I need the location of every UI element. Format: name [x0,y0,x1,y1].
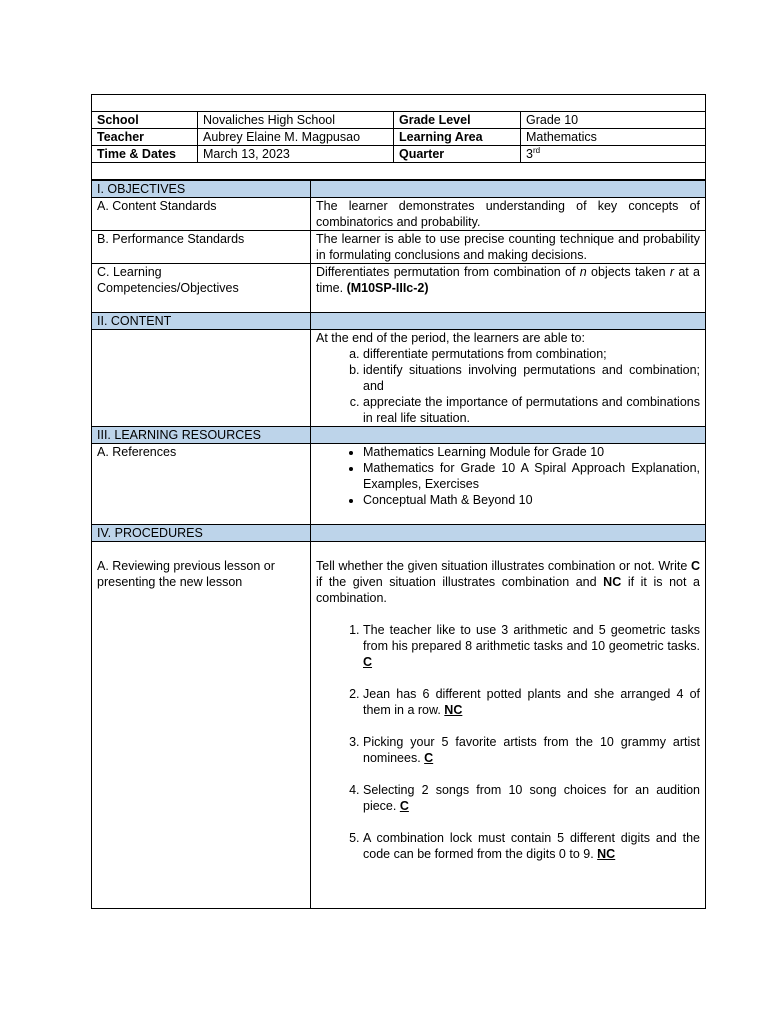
content-body [311,330,706,427]
list-item [363,830,700,862]
time-dates-label: Time & Dates [92,146,198,163]
list-item: a. differentiate permutations from combination; [363,346,700,362]
teacher-value: Aubrey Elaine M. Magpusao [198,129,394,146]
competencies-label-line1: C. Learning [97,265,162,279]
performance-standards-label: B. Performance Standards [92,231,311,264]
school-label: School [92,112,198,129]
time-row [92,146,706,163]
references-body [311,444,706,525]
performance-standards-text: The learner is able to use precise counting technique and probability in formulating conclusions and making decisions. [311,231,706,264]
list-item: c. appreciate the importance of permutations and combinations in real life situation. [363,394,700,426]
content-title: II. CONTENT [92,313,311,330]
header-bottom-spacer [92,163,706,180]
list-item [363,782,700,814]
references-row [92,444,706,525]
time-dates-value: March 13, 2023 [198,146,394,163]
grade-level-value: Grade 10 [521,112,706,129]
quarter-suffix: rd [532,145,541,155]
review-label: A. Reviewing previous lesson or presenting the new lesson [92,542,311,909]
situation-answer: C [424,751,434,765]
lesson-plan-page [91,94,705,909]
school-row [92,112,706,129]
competency-r: r [669,265,675,279]
list-item [363,622,700,670]
content-row [92,330,706,427]
competency-n: n [579,265,587,279]
competency-code: (M10SP-IIIc-2) [346,281,429,295]
situation-answer: C [363,655,373,669]
situation-text: A combination lock must contain 5 different digits and the code can be formed from the digits 0 to 9. [363,831,700,861]
competency-text-part: at a time. [316,265,701,295]
list-item: • Conceptual Math & Beyond 10 [363,492,700,508]
instr-c: C [690,559,700,573]
learning-area-label: Learning Area [394,129,521,146]
quarter-number: 3 [526,147,533,161]
content-intro: At the end of the period, the learners are able to: [316,331,585,345]
content-standards-text: The learner demonstrates understanding of key concepts of combinatorics and probability. [311,198,706,231]
list-item: • Mathematics for Grade 10 A Spiral Approach Explanation, Examples, Exercises [363,460,700,492]
learning-area-value: Mathematics [521,129,706,146]
header-top-spacer [92,95,706,112]
competencies-row [92,264,706,313]
situation-text: Picking your 5 favorite artists from the 10 grammy artist nominees. [363,735,700,765]
instr-text: Tell whether the given situation illustrates combination or not. Write [316,559,691,573]
objectives-header [92,181,706,198]
situation-text: Jean has 6 different potted plants and she arranged 4 of them in a row. [363,687,700,717]
performance-standards-row [92,231,706,264]
instr-text: if it is not a combination. [316,575,700,605]
procedures-title: IV. PROCEDURES [92,525,311,542]
competencies-label [92,264,311,313]
list-item: • Mathematics Learning Module for Grade 10 [363,444,700,460]
list-item: b. identify situations involving permutations and combination; and [363,362,700,394]
objectives-title: I. OBJECTIVES [92,181,311,198]
content-standards-row [92,198,706,231]
procedures-header [92,525,706,542]
instr-nc: NC [603,575,622,589]
situation-text: The teacher like to use 3 arithmetic and 5 geometric tasks from his prepared 8 arithmetic tasks and 10 geometric tasks. [363,623,700,653]
situation-answer: C [399,799,409,813]
list-item [363,734,700,766]
situation-answer: NC [597,847,616,861]
review-row [92,542,706,909]
competency-text-part: Differentiates permutation from combination of [316,265,580,279]
competency-text-part: objects taken [586,265,670,279]
references-list [316,444,700,508]
quarter-label: Quarter [394,146,521,163]
instr-text: if the given situation illustrates combination and [316,575,604,589]
list-item [363,686,700,718]
content-table [91,180,706,909]
situations-list [316,622,700,862]
content-standards-label: A. Content Standards [92,198,311,231]
content-list [316,346,700,426]
quarter-value [521,146,706,163]
review-body [311,542,706,909]
competencies-text [311,264,706,313]
resources-title: III. LEARNING RESOURCES [92,427,311,444]
teacher-row [92,129,706,146]
teacher-label: Teacher [92,129,198,146]
school-value: Novaliches High School [198,112,394,129]
header-table [91,94,706,180]
resources-header [92,427,706,444]
situation-answer: NC [444,703,463,717]
grade-level-label: Grade Level [394,112,521,129]
content-header [92,313,706,330]
situation-text: Selecting 2 songs from 10 song choices for an audition piece. [363,783,700,813]
references-label: A. References [92,444,311,525]
competencies-label-line2: Competencies/Objectives [97,281,239,295]
review-instructions [316,558,700,606]
